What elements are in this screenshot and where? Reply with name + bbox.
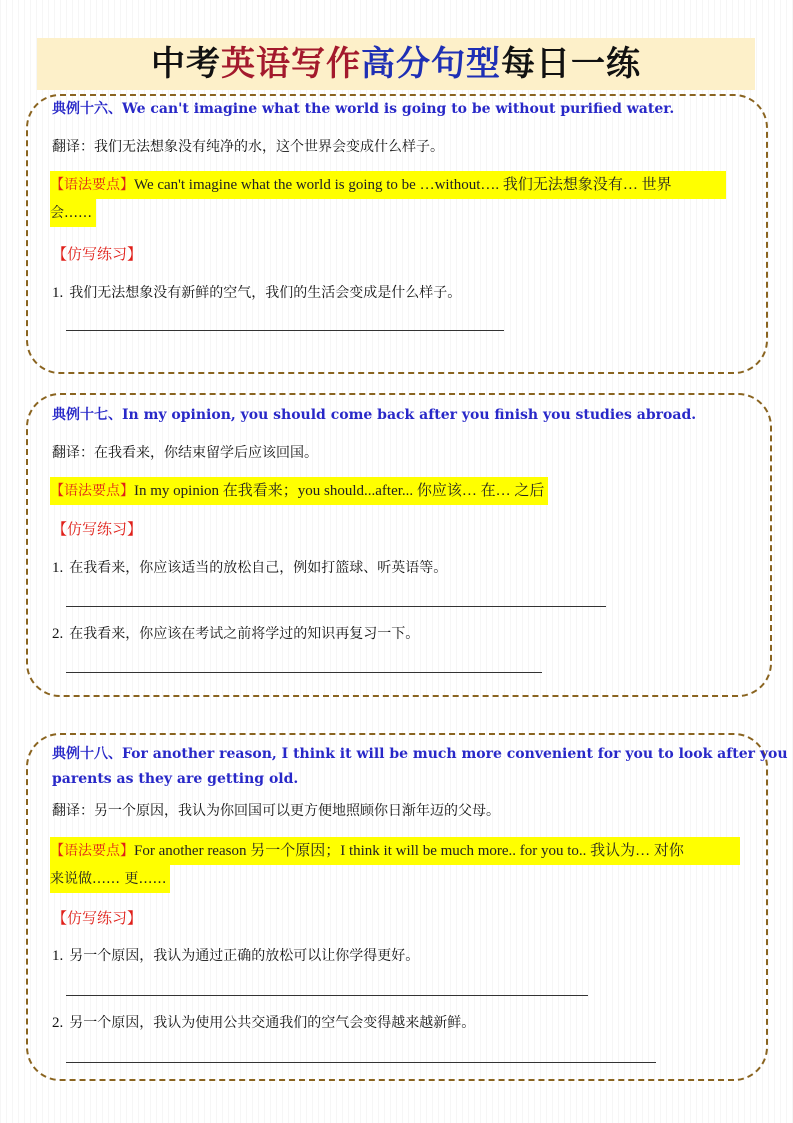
grammar-point bbox=[50, 477, 548, 505]
title-part-3: 高分句型 bbox=[361, 44, 501, 84]
title-part-4: 每日一练 bbox=[501, 44, 641, 84]
item-number: 2. bbox=[52, 1015, 64, 1031]
grammar-tag: 【语法要点】 bbox=[50, 483, 134, 499]
example-sentence: We can't imagine what the world is going to be without purified water. bbox=[122, 101, 675, 117]
answer-line[interactable] bbox=[66, 995, 588, 996]
grammar-line-1: In my opinion 在我看来；you should...after... 你应该… 在… 之后 bbox=[134, 483, 545, 499]
item-number: 2. bbox=[52, 626, 64, 642]
practice-heading: 【仿写练习】 bbox=[52, 909, 143, 927]
grammar-line-2: 会…… bbox=[50, 205, 92, 221]
example-label: 典例十八、 bbox=[52, 746, 122, 762]
grammar-point bbox=[50, 837, 740, 865]
example-heading bbox=[52, 744, 788, 764]
grammar-point bbox=[50, 171, 726, 199]
example-label: 典例十七、 bbox=[52, 407, 122, 423]
item-text: 另一个原因，我认为通过正确的放松可以让你学得更好。 bbox=[69, 948, 420, 964]
answer-line[interactable] bbox=[66, 672, 542, 673]
grammar-point-continued bbox=[50, 199, 96, 227]
practice-item bbox=[52, 624, 419, 644]
title-part-1: 中考 bbox=[151, 44, 221, 84]
example-heading bbox=[52, 405, 696, 425]
example-card-17 bbox=[26, 393, 772, 697]
item-number: 1. bbox=[52, 948, 64, 964]
practice-item bbox=[52, 283, 461, 303]
grammar-line-2: 来说做…… 更…… bbox=[50, 871, 167, 887]
example-sentence-line-2: parents as they are getting old. bbox=[52, 771, 299, 787]
item-text: 在我看来，你应该适当的放松自己，例如打篮球、听英语等。 bbox=[69, 560, 448, 576]
example-sentence: In my opinion, you should come back after you finish you studies abroad. bbox=[122, 407, 697, 423]
item-number: 1. bbox=[52, 285, 64, 301]
answer-line[interactable] bbox=[66, 330, 504, 331]
grammar-line-1: We can't imagine what the world is going to be …without…. 我们无法想象没有… 世界 bbox=[134, 177, 672, 193]
translation: 翻译：另一个原因，我认为你回国可以更方便地照顾你日渐年迈的父母。 bbox=[52, 803, 500, 819]
practice-item bbox=[52, 1013, 475, 1033]
item-number: 1. bbox=[52, 560, 64, 576]
grammar-tag: 【语法要点】 bbox=[50, 843, 134, 859]
example-label: 典例十六、 bbox=[52, 101, 122, 117]
practice-heading: 【仿写练习】 bbox=[52, 520, 143, 538]
grammar-line-1: For another reason 另一个原因；I think it will be much more.. for you to.. 我认为… 对你 bbox=[134, 843, 684, 859]
item-text: 在我看来，你应该在考试之前将学过的知识再复习一下。 bbox=[69, 626, 420, 642]
translation: 翻译：我们无法想象没有纯净的水，这个世界会变成什么样子。 bbox=[52, 139, 444, 155]
answer-line[interactable] bbox=[66, 1062, 656, 1063]
item-text: 另一个原因，我认为使用公共交通我们的空气会变得越来越新鲜。 bbox=[69, 1015, 476, 1031]
practice-heading: 【仿写练习】 bbox=[52, 245, 143, 263]
example-sentence-line-1: For another reason, I think it will be much more convenient for you to look after you bbox=[122, 746, 788, 762]
translation: 翻译：在我看来，你结束留学后应该回国。 bbox=[52, 445, 318, 461]
answer-line[interactable] bbox=[66, 606, 606, 607]
page-title bbox=[37, 38, 755, 90]
item-text: 我们无法想象没有新鲜的空气，我们的生活会变成是什么样子。 bbox=[69, 285, 462, 301]
title-part-2: 英语写作 bbox=[221, 44, 361, 84]
grammar-point-continued bbox=[50, 865, 170, 893]
example-heading bbox=[52, 99, 674, 119]
grammar-tag: 【语法要点】 bbox=[50, 177, 134, 193]
practice-item bbox=[52, 946, 419, 966]
example-card-16 bbox=[26, 94, 768, 374]
practice-item bbox=[52, 558, 447, 578]
